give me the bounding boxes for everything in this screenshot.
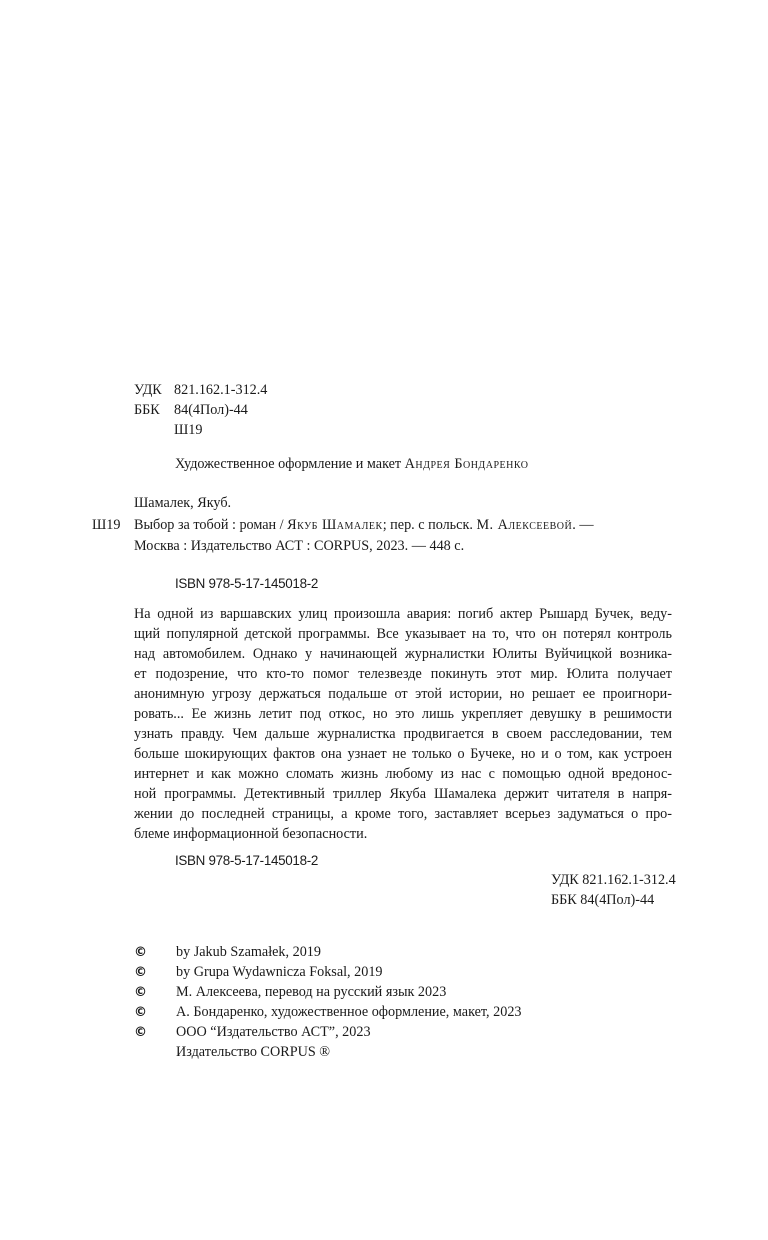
annotation-line: ной программы. Детективный триллер Якуба Шамалека держит читателя в напря- (134, 786, 672, 802)
bib-author-name: Якуб Шамалек (287, 517, 383, 533)
bib-title: Выбор за тобой : роман / (134, 517, 288, 533)
bbk-value: 84(4Пол)-44 (174, 402, 248, 418)
author-mark-row (134, 421, 267, 441)
design-credit-prefix: Художественное оформление и макет (175, 456, 405, 472)
udk-label: УДК (134, 382, 162, 398)
annotation-line: блеме информационной безопасности. (134, 826, 368, 842)
copyright-item (134, 983, 522, 1003)
bbk-label: ББК (134, 402, 160, 418)
copyright-item (134, 1043, 522, 1063)
annotation-line: На одной из варшавских улиц произошла авария: погиб актер Рышард Бучек, веду- (134, 606, 672, 622)
classification-right (551, 871, 676, 911)
annotation-line: анонимную угрозу держаться подальше от этой истории, но решает ее проигнори- (134, 686, 672, 702)
publisher-imprint: Издательство CORPUS ® (176, 1044, 331, 1060)
copyright-text: by Grupa Wydawnicza Foksal, 2019 (176, 964, 383, 980)
design-credit-name: Андрея Бондаренко (404, 456, 529, 472)
copyright-text: А. Бондаренко, художественное оформление, макет, 2023 (176, 1004, 522, 1020)
copyright-icon: © (134, 985, 147, 1000)
isbn-bottom: ISBN 978-5-17-145018-2 (175, 853, 319, 868)
annotation-line: узнать правду. Чем дальше журналистка продвигается в своем расследовании, тем (134, 726, 672, 742)
bbk-row (134, 401, 267, 421)
udk-right: УДК 821.162.1-312.4 (551, 872, 676, 888)
copyright-icon-empty (134, 1043, 176, 1063)
copyright-icon: © (134, 965, 147, 980)
udk-row (134, 381, 267, 401)
annotation-line: жении до последней страницы, а кроме того, заставляет всерьез задуматься о про- (134, 806, 672, 822)
author-mark: Ш19 (174, 422, 203, 438)
annotation-line: интернет и как можно сломать жизнь любому из нас с помощью одной вредонос- (134, 766, 672, 782)
annotation-paragraph (134, 605, 672, 845)
isbn-top: ISBN 978-5-17-145018-2 (175, 576, 319, 591)
bib-author-mark: Ш19 (92, 517, 121, 533)
annotation-line: больше шокирующих фактов она узнает не только о Бучеке, но и о том, как устроен (134, 746, 672, 762)
copyright-text: М. Алексеева, перевод на русский язык 2023 (176, 984, 447, 1000)
bib-translator: М. Алексеевой (476, 517, 573, 533)
annotation-line: ровать... Ее жизнь летит под откос, но это лишь укрепляет девушку в решимости (134, 706, 672, 722)
bib-publisher-line: Москва : Издательство АСТ : CORPUS, 2023. — 448 с. (134, 538, 465, 554)
copyright-icon: © (134, 1025, 147, 1040)
copyright-item (134, 1003, 522, 1023)
copyright-item (134, 963, 522, 983)
annotation-line: ет подозрение, что кто-то помог телезвезде покинуть этот мир. Юлита получает (134, 666, 672, 682)
design-credit (175, 455, 529, 474)
bib-dash: . — (572, 517, 594, 533)
annotation-line: щий популярной детской программы. Все указывает на то, что он потерял контроль (134, 626, 672, 642)
copyright-icon: © (134, 945, 147, 960)
bib-title-line (134, 516, 594, 535)
copyright-item (134, 1023, 522, 1043)
copyright-text: by Jakub Szamałek, 2019 (176, 944, 321, 960)
classification-block (134, 381, 267, 441)
bib-translation-note: ; пер. с польск. (382, 517, 477, 533)
udk-value: 821.162.1-312.4 (174, 382, 268, 398)
copyright-block (134, 943, 522, 1063)
bbk-right: ББК 84(4Пол)-44 (551, 892, 655, 908)
copyright-item (134, 943, 522, 963)
bib-author-heading: Шамалек, Якуб. (134, 495, 232, 511)
copyright-text: ООО “Издательство АСТ”, 2023 (176, 1024, 371, 1040)
copyright-icon: © (134, 1005, 147, 1020)
annotation-line: над автомобилем. Однако у начинающей журналистки Юлиты Вуйчицкой возника- (134, 646, 672, 662)
